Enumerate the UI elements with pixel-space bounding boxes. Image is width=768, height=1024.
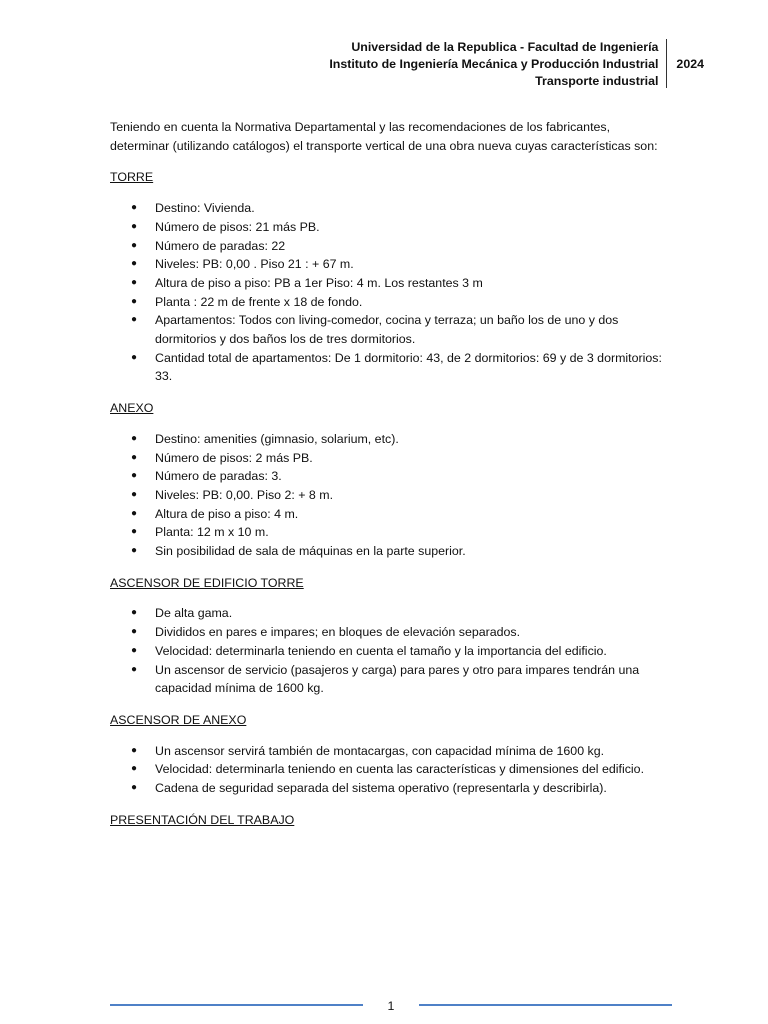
section-heading: ANEXO: [110, 401, 154, 416]
bullet-list: [110, 199, 670, 386]
bullet-list: [110, 604, 670, 698]
list-item-text: Número de paradas: 3.: [155, 469, 282, 484]
bullet-icon: ●: [131, 626, 138, 638]
list-item-text: Número de pisos: 2 más PB.: [155, 450, 313, 465]
header-line-course: Transporte industrial: [535, 74, 659, 88]
list-item: [110, 779, 670, 798]
list-item: [110, 742, 670, 761]
header-year: 2024: [676, 57, 704, 71]
bullet-icon: ●: [131, 607, 138, 619]
list-item: [110, 760, 670, 779]
bullet-icon: ●: [131, 526, 138, 538]
sections-container: [110, 168, 670, 829]
bullet-icon: ●: [131, 202, 138, 214]
page-header: [329, 39, 704, 88]
bullet-icon: ●: [131, 470, 138, 482]
list-item: [110, 486, 670, 505]
bullet-icon: ●: [131, 451, 138, 463]
page-footer: [110, 1000, 672, 1014]
list-item-text: Velocidad: determinarla teniendo en cuenta el tamaño y la importancia del edificio.: [155, 643, 607, 658]
bullet-icon: ●: [131, 258, 138, 270]
list-item: [110, 642, 670, 661]
list-item: [110, 274, 670, 293]
list-item: [110, 505, 670, 524]
list-item: [110, 255, 670, 274]
list-item-text: Cadena de seguridad separada del sistema operativo (representarla y describirla).: [155, 781, 607, 796]
bullet-list: [110, 742, 670, 798]
section-heading: PRESENTACIÓN DEL TRABAJO: [110, 812, 295, 827]
list-item-text: Planta : 22 m de frente x 18 de fondo.: [155, 294, 363, 309]
list-item-text: Destino: amenities (gimnasio, solarium, etc).: [155, 431, 399, 446]
header-line-university: Universidad de la Republica - Facultad de Ingeniería: [351, 40, 659, 54]
list-item-text: Niveles: PB: 0,00. Piso 2: + 8 m.: [155, 487, 334, 502]
list-item: [110, 467, 670, 486]
list-item-text: Número de paradas: 22: [155, 238, 286, 253]
list-item-text: Divididos en pares e impares; en bloques de elevación separados.: [155, 625, 521, 640]
bullet-icon: ●: [131, 545, 138, 557]
list-item-text: Número de pisos: 21 más PB.: [155, 219, 320, 234]
list-item-text: Altura de piso a piso: 4 m.: [155, 506, 299, 521]
list-item-text: Sin posibilidad de sala de máquinas en la parte superior.: [155, 544, 466, 559]
bullet-icon: ●: [131, 488, 138, 500]
footer-rule-right: [419, 1004, 672, 1006]
bullet-list: [110, 430, 670, 561]
list-item: [110, 449, 670, 468]
list-item-text: Un ascensor de servicio (pasajeros y carga) para pares y otro para impares tendrán una capacidad mínima de 1600 kg.: [155, 662, 640, 696]
list-item: [110, 542, 670, 561]
list-item: [110, 199, 670, 218]
header-line-institute: Instituto de Ingeniería Mecánica y Producción Industrial: [329, 57, 659, 71]
list-item-text: Velocidad: determinarla teniendo en cuenta las características y dimensiones del edificio.: [155, 762, 645, 777]
intro-paragraph: Teniendo en cuenta la Normativa Departamental y las recomendaciones de los fabricantes, determinar (utilizando catálogos) el transporte vertical de una obra nueva cuyas características son:: [110, 120, 658, 153]
list-item: [110, 430, 670, 449]
section-heading: TORRE: [110, 170, 154, 185]
list-item-text: De alta gama.: [155, 606, 233, 621]
list-item-text: Cantidad total de apartamentos: De 1 dormitorio: 43, de 2 dormitorios: 69 y de 3 dormitorios: 33.: [155, 350, 662, 384]
bullet-icon: ●: [131, 782, 138, 794]
bullet-icon: ●: [131, 432, 138, 444]
section-heading: ASCENSOR DE EDIFICIO TORRE: [110, 575, 304, 590]
bullet-icon: ●: [131, 507, 138, 519]
list-item: [110, 237, 670, 256]
bullet-icon: ●: [131, 295, 138, 307]
page-number: 1: [387, 999, 395, 1013]
list-item-text: Altura de piso a piso: PB a 1er Piso: 4 m. Los restantes 3 m: [155, 275, 483, 290]
list-item: [110, 623, 670, 642]
list-item-text: Un ascensor servirá también de montacargas, con capacidad mínima de 1600 kg.: [155, 743, 605, 758]
list-item: [110, 661, 670, 698]
list-item: [110, 218, 670, 237]
bullet-icon: ●: [131, 276, 138, 288]
bullet-icon: ●: [131, 239, 138, 251]
bullet-icon: ●: [131, 644, 138, 656]
list-item: [110, 349, 670, 386]
section-heading: ASCENSOR DE ANEXO: [110, 712, 247, 727]
header-institution: [329, 39, 666, 90]
bullet-icon: ●: [131, 351, 138, 363]
list-item: [110, 311, 670, 348]
bullet-icon: ●: [131, 663, 138, 675]
list-item-text: Planta: 12 m x 10 m.: [155, 525, 269, 540]
list-item: [110, 604, 670, 623]
list-item-text: Apartamentos: Todos con living-comedor, cocina y terraza; un baño los de uno y dos dormitorios y dos baños los de tres dormitorios.: [155, 313, 619, 347]
document-body: [110, 118, 670, 842]
list-item: [110, 523, 670, 542]
bullet-icon: ●: [131, 314, 138, 326]
list-item-text: Destino: Vivienda.: [155, 201, 255, 216]
bullet-icon: ●: [131, 763, 138, 775]
bullet-icon: ●: [131, 220, 138, 232]
bullet-icon: ●: [131, 744, 138, 756]
list-item-text: Niveles: PB: 0,00 . Piso 21 : + 67 m.: [155, 257, 354, 272]
list-item: [110, 293, 670, 312]
